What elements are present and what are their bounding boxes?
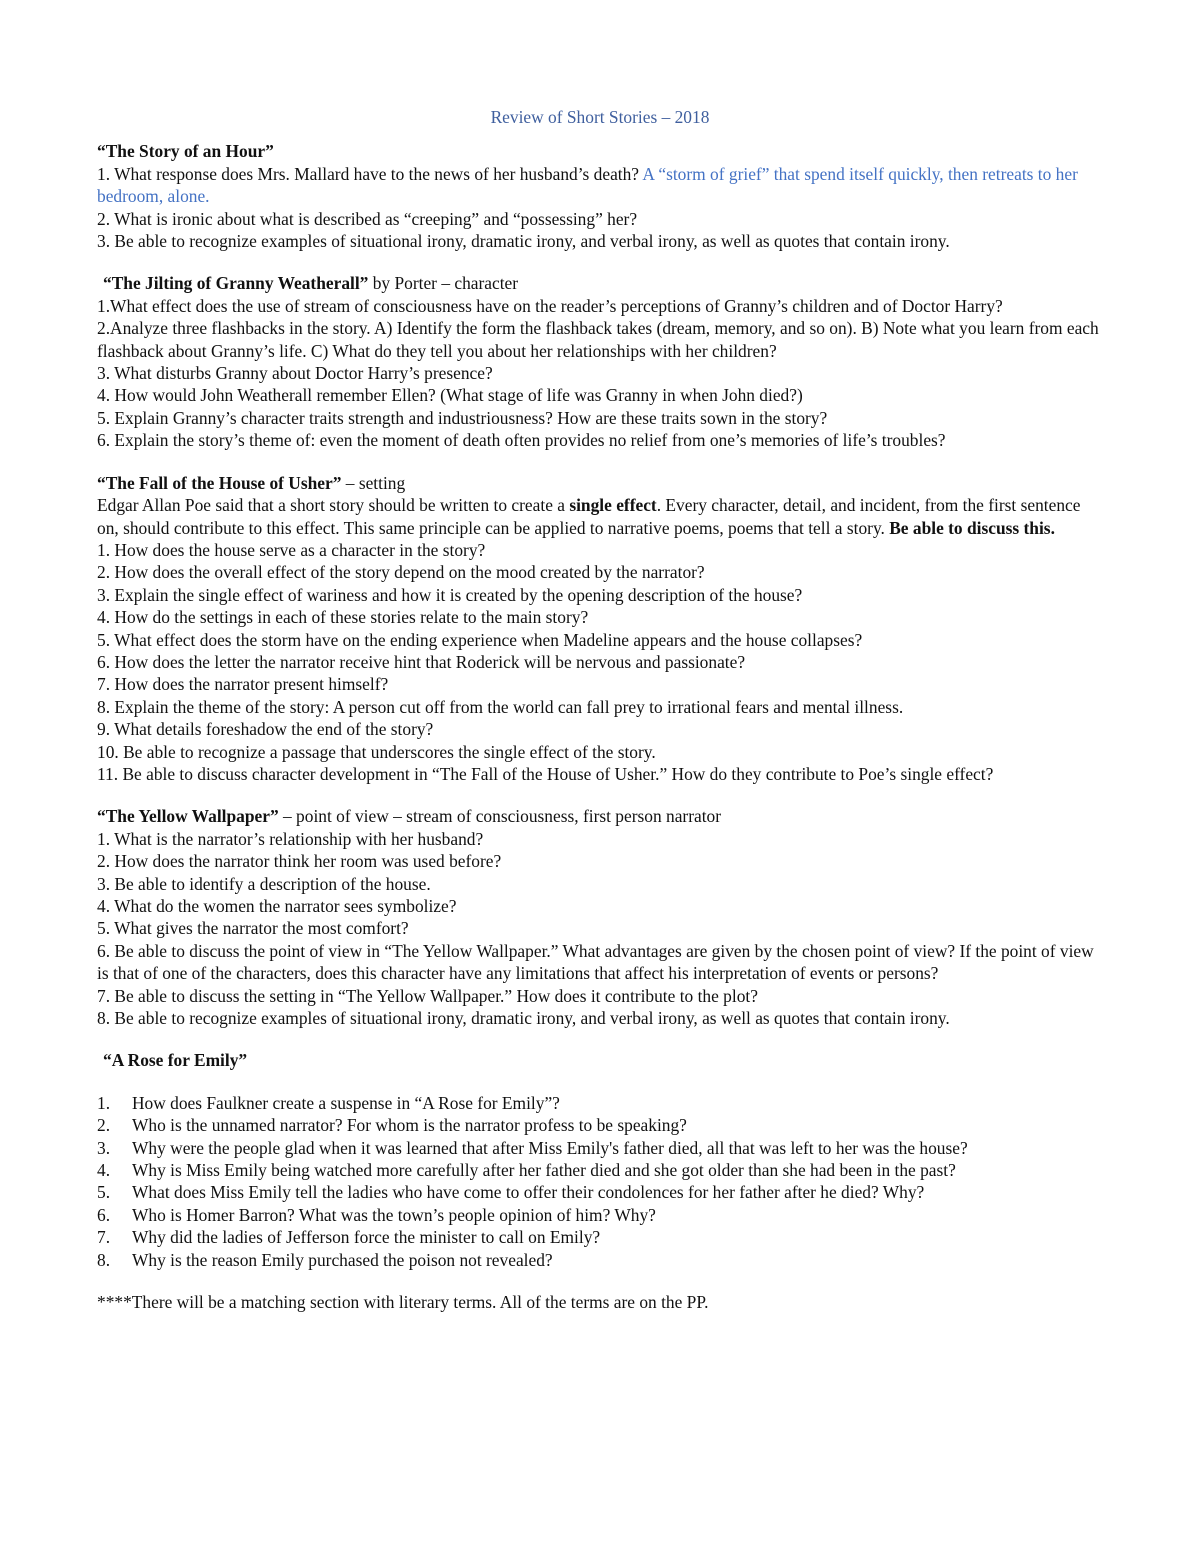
question: 1. How does the house serve as a character in the story? bbox=[97, 539, 486, 560]
list-item: 7. Why did the ladies of Jefferson force the minister to call on Emily? bbox=[97, 1227, 601, 1248]
question: 2. How does the overall effect of the story depend on the mood created by the narrator? bbox=[97, 562, 705, 583]
list-item: 4. Why is Miss Emily being watched more carefully after her father died and she got older than she had been in the past? bbox=[97, 1160, 956, 1181]
question: 6. How does the letter the narrator receive hint that Roderick will be nervous and passionate? bbox=[97, 651, 746, 672]
question: 5. What effect does the storm have on the ending experience when Madeline appears and the house collapses? bbox=[97, 629, 863, 650]
section-title: “The Fall of the House of Usher” – setting bbox=[97, 472, 406, 493]
section-title: “The Jilting of Granny Weatherall” by Porter – character bbox=[103, 273, 519, 294]
list-item: 2. Who is the unnamed narrator? For whom is the narrator profess to be speaking? bbox=[97, 1115, 687, 1136]
question: 8. Be able to recognize examples of situational irony, dramatic irony, and verbal irony, as well as quotes that contain irony. bbox=[97, 1008, 950, 1029]
question: 2. How does the narrator think her room was used before? bbox=[97, 851, 502, 872]
section-house-of-usher bbox=[97, 472, 1103, 786]
question: 11. Be able to discuss character development in “The Fall of the House of Usher.” How do they contribute to Poe’s single effect? bbox=[97, 763, 994, 784]
question: 4. What do the women the narrator sees symbolize? bbox=[97, 896, 457, 916]
list-item: 5. What does Miss Emily tell the ladies who have come to offer their condolences for her father after he died? Why? bbox=[97, 1182, 925, 1203]
question: 3. Explain the single effect of wariness and how it is created by the opening description of the house? bbox=[97, 584, 803, 605]
question: 1. What is the narrator’s relationship with her husband? bbox=[97, 828, 484, 849]
document-title: Review of Short Stories – 2018 bbox=[490, 107, 710, 127]
question: 8. Explain the theme of the story: A person cut off from the world can fall prey to irrational fears and mental illness. bbox=[97, 696, 904, 717]
question: 7. How does the narrator present himself? bbox=[97, 674, 389, 695]
section-intro: Edgar Allan Poe said that a short story should be written to create a single effect. Every character, detail, and incident, from the first sentence on, should contribute to this effect. This same principle can be applied to narrative poems, poems that tell a story. Be able to discuss this. bbox=[97, 495, 1081, 538]
list-item: 8. Why is the reason Emily purchased the poison not revealed? bbox=[97, 1249, 553, 1270]
question: 4. How would John Weatherall remember Ellen? (What stage of life was Granny in when John died?) bbox=[97, 385, 803, 406]
list-item: 3. Why were the people glad when it was learned that after Miss Emily's father died, all that was left to her was the house? bbox=[97, 1137, 968, 1158]
section-story-of-an-hour bbox=[97, 140, 1103, 252]
question: 2. What is ironic about what is described as “creeping” and “possessing” her? bbox=[97, 208, 638, 229]
question: 4. How do the settings in each of these stories relate to the main story? bbox=[97, 607, 589, 628]
question: 5. Explain Granny’s character traits strength and industriousness? How are these traits sown in the story? bbox=[97, 407, 828, 428]
question-list bbox=[97, 1092, 1103, 1271]
section-rose-for-emily bbox=[97, 1049, 1103, 1271]
question: 3. What disturbs Granny about Doctor Harry’s presence? bbox=[97, 363, 493, 384]
section-title: “A Rose for Emily” bbox=[103, 1050, 248, 1071]
document-page bbox=[97, 106, 1103, 1314]
question: 2.Analyze three flashbacks in the story. A) Identify the form the flashback takes (dream, memory, and so on). B) Note what you learn from each flashback about Granny’s life. C) What do they tell you about her relationships with her children? bbox=[97, 318, 1099, 361]
section-granny-weatherall bbox=[97, 272, 1103, 451]
question: 7. Be able to discuss the setting in “The Yellow Wallpaper.” How does it contribute to the plot? bbox=[97, 985, 758, 1006]
section-title: “The Story of an Hour” bbox=[97, 141, 274, 162]
footnote: ****There will be a matching section with literary terms. All of the terms are on the PP. bbox=[97, 1292, 709, 1313]
question: 6. Be able to discuss the point of view in “The Yellow Wallpaper.” What advantages are given by the chosen point of view? If the point of view is that of one of the characters, does this character have any limitations that affect his interpretation of events or persons? bbox=[97, 940, 1094, 984]
question: 1. What response does Mrs. Mallard have to the news of her husband’s death? A “storm of grief” that spend itself quickly, then retreats to her bedroom, alone. bbox=[97, 163, 1078, 207]
question: 1.What effect does the use of stream of consciousness have on the reader’s perceptions of Granny’s children and of Doctor Harry? bbox=[97, 295, 1003, 316]
section-title: “The Yellow Wallpaper” – point of view – stream of consciousness, first person narrator bbox=[97, 806, 722, 827]
list-item: 1. How does Faulkner create a suspense in “A Rose for Emily”? bbox=[97, 1092, 560, 1113]
question: 5. What gives the narrator the most comfort? bbox=[97, 918, 409, 939]
question: 3. Be able to identify a description of the house. bbox=[97, 873, 431, 894]
question: 3. Be able to recognize examples of situational irony, dramatic irony, and verbal irony, as well as quotes that contain irony. bbox=[97, 231, 950, 252]
answer-text: A “storm of grief” that spend itself quickly, then retreats to her bedroom, alone. bbox=[97, 163, 1078, 207]
question: 9. What details foreshadow the end of the story? bbox=[97, 719, 434, 740]
question: 6. Explain the story’s theme of: even the moment of death often provides no relief from one’s memories of life’s troubles? bbox=[97, 430, 946, 451]
question: 10. Be able to recognize a passage that underscores the single effect of the story. bbox=[97, 741, 656, 762]
list-item: 6. Who is Homer Barron? What was the town’s people opinion of him? Why? bbox=[97, 1204, 656, 1225]
section-yellow-wallpaper bbox=[97, 805, 1103, 1029]
